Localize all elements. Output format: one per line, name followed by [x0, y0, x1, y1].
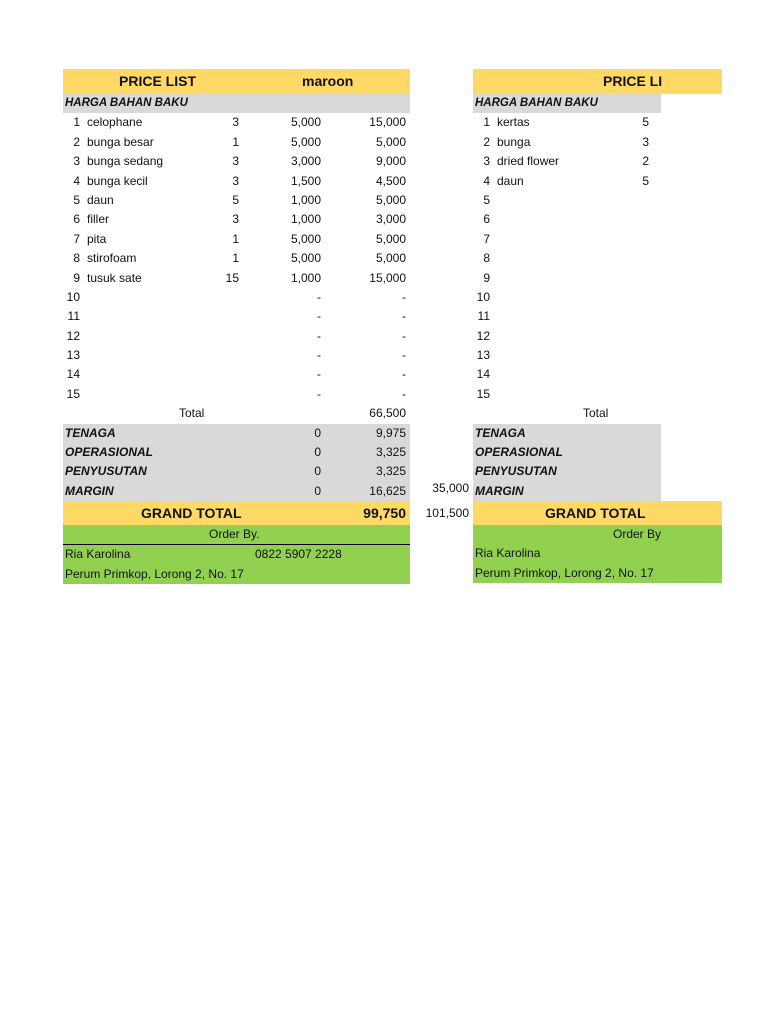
- item-total: -: [402, 309, 406, 324]
- price-list-sheet-right: [473, 69, 768, 583]
- title-row: [473, 69, 722, 94]
- cost-list: [473, 424, 768, 502]
- item-number: 2: [483, 134, 490, 149]
- item-price: -: [317, 367, 321, 382]
- cost-label: OPERASIONAL: [475, 445, 564, 460]
- order-by-row: [473, 525, 722, 544]
- total-label: Total: [179, 406, 205, 421]
- item-name: bunga kecil: [87, 173, 148, 188]
- item-price: -: [317, 289, 321, 304]
- item-number: 8: [73, 251, 80, 266]
- order-by-label: Order By.: [209, 527, 260, 542]
- item-price: -: [317, 328, 321, 343]
- contact-address: Perum Primkop, Lorong 2, No. 17: [65, 566, 244, 581]
- item-price: -: [317, 386, 321, 401]
- item-total: -: [402, 386, 406, 401]
- item-number: 11: [477, 309, 490, 324]
- item-row: [63, 307, 410, 326]
- cost-value: 3,325: [375, 464, 406, 479]
- item-row: [63, 210, 410, 229]
- item-total: 5,000: [375, 134, 406, 149]
- item-list: [473, 113, 768, 404]
- item-number: 10: [476, 289, 490, 304]
- item-number: 9: [483, 270, 490, 285]
- item-number: 3: [73, 154, 80, 169]
- sheet-title: PRICE LI: [603, 73, 663, 89]
- item-row: [63, 113, 410, 132]
- item-name: bunga: [497, 134, 531, 149]
- cost-row: [473, 482, 661, 501]
- grand-total-row: [63, 501, 410, 525]
- item-total: 9,000: [375, 154, 406, 169]
- item-qty: 3: [232, 212, 239, 227]
- item-total: 5,000: [375, 251, 406, 266]
- item-row: [473, 113, 768, 132]
- cost-value: 16,625: [369, 483, 406, 498]
- item-row: [63, 133, 410, 152]
- item-total: -: [402, 328, 406, 343]
- item-row: [63, 327, 410, 346]
- item-qty: 5: [232, 192, 239, 207]
- item-number: 4: [73, 173, 80, 188]
- address-row: [473, 564, 722, 583]
- item-price: 5,000: [290, 134, 321, 149]
- item-qty: 1: [232, 251, 239, 266]
- item-total: 5,000: [375, 231, 406, 246]
- cost-row: [473, 424, 661, 443]
- contact-name: Ria Karolina: [475, 546, 541, 561]
- cost-label: TENAGA: [475, 425, 526, 440]
- grand-total-label: GRAND TOTAL: [545, 505, 646, 522]
- section-label: HARGA BAHAN BAKU: [65, 97, 188, 109]
- product-name: maroon: [302, 73, 354, 89]
- item-number: 14: [66, 367, 80, 382]
- cost-label: MARGIN: [65, 483, 114, 498]
- item-number: 1: [483, 115, 490, 130]
- grand-total-label: GRAND TOTAL: [141, 505, 242, 522]
- item-total: -: [402, 289, 406, 304]
- item-row: [473, 172, 768, 191]
- item-name: dried flower: [497, 154, 560, 169]
- item-number: 7: [73, 231, 80, 246]
- item-row: [473, 288, 768, 307]
- item-qty: 1: [232, 231, 239, 246]
- total-row: [473, 404, 768, 423]
- item-row: [473, 133, 768, 152]
- item-number: 11: [67, 309, 80, 324]
- item-row: [473, 385, 768, 404]
- item-number: 6: [73, 212, 80, 227]
- item-number: 9: [73, 270, 80, 285]
- item-number: 12: [476, 328, 490, 343]
- cost-row: [473, 443, 661, 462]
- section-header: [473, 94, 661, 113]
- item-qty: 3: [642, 134, 649, 149]
- item-price: 1,500: [290, 173, 321, 188]
- item-name: pita: [87, 231, 107, 246]
- section-header: [63, 94, 410, 113]
- item-row: [473, 152, 768, 171]
- cost-pct: 0: [314, 464, 321, 479]
- item-number: 10: [66, 289, 80, 304]
- item-price: -: [317, 309, 321, 324]
- order-section: [473, 525, 722, 583]
- cost-row: [63, 424, 410, 443]
- cost-label: MARGIN: [475, 483, 524, 498]
- item-qty: 15: [225, 270, 239, 285]
- item-qty: 2: [642, 154, 649, 169]
- item-row: [63, 385, 410, 404]
- total-value: 66,500: [369, 406, 406, 421]
- cost-pct: 0: [314, 483, 321, 498]
- item-price: 5,000: [290, 115, 321, 130]
- item-name: bunga sedang: [87, 154, 164, 169]
- item-name: bunga besar: [87, 134, 154, 149]
- margin-extra-value: 35,000: [432, 481, 469, 495]
- item-name: daun: [87, 192, 114, 207]
- item-number: 12: [66, 328, 80, 343]
- item-row: [63, 269, 410, 288]
- item-name: kertas: [497, 115, 530, 130]
- item-row: [473, 210, 768, 229]
- item-total: 4,500: [375, 173, 406, 188]
- item-name: filler: [87, 212, 110, 227]
- item-qty: 3: [232, 115, 239, 130]
- cost-label: PENYUSUTAN: [65, 464, 147, 479]
- contact-address: Perum Primkop, Lorong 2, No. 17: [475, 565, 654, 580]
- address-row: [63, 565, 410, 584]
- item-row: [63, 249, 410, 268]
- cost-pct: 0: [314, 445, 321, 460]
- contact-row: [473, 544, 722, 563]
- grand-total-value: 99,750: [363, 505, 406, 522]
- item-price: -: [317, 348, 321, 363]
- item-number: 5: [483, 192, 490, 207]
- item-row: [63, 152, 410, 171]
- item-qty: 5: [642, 173, 649, 188]
- item-row: [63, 230, 410, 249]
- item-row: [473, 365, 768, 384]
- price-list-sheet-left: [63, 69, 410, 584]
- item-qty: 1: [232, 134, 239, 149]
- total-label: Total: [583, 406, 609, 421]
- item-row: [473, 269, 768, 288]
- item-row: [63, 288, 410, 307]
- order-section: [63, 525, 410, 584]
- item-number: 13: [66, 348, 80, 363]
- contact-name: Ria Karolina: [65, 547, 131, 562]
- cost-list: [63, 424, 410, 502]
- item-row: [63, 346, 410, 365]
- item-number: 1: [73, 115, 80, 130]
- item-row: [63, 191, 410, 210]
- item-row: [63, 172, 410, 191]
- item-list: [63, 113, 410, 404]
- contact-phone: 0822 5907 2228: [255, 547, 342, 562]
- item-row: [473, 346, 768, 365]
- cost-row: [63, 482, 410, 501]
- item-total: -: [402, 348, 406, 363]
- item-number: 3: [483, 154, 490, 169]
- item-number: 13: [476, 348, 490, 363]
- item-price: 1,000: [290, 270, 321, 285]
- item-row: [473, 327, 768, 346]
- item-name: tusuk sate: [87, 270, 142, 285]
- item-price: 1,000: [290, 212, 321, 227]
- item-number: 6: [483, 212, 490, 227]
- cost-label: OPERASIONAL: [65, 445, 154, 460]
- item-total: 3,000: [375, 212, 406, 227]
- title-row: [63, 69, 410, 94]
- order-by-row: [63, 525, 410, 545]
- cost-row: [473, 462, 661, 481]
- item-number: 15: [66, 386, 80, 401]
- item-total: 5,000: [375, 192, 406, 207]
- item-qty: 3: [232, 154, 239, 169]
- cost-row: [63, 462, 410, 481]
- item-total: 15,000: [369, 270, 406, 285]
- order-by-label: Order By: [613, 527, 662, 542]
- item-total: 15,000: [369, 115, 406, 130]
- item-number: 7: [483, 231, 490, 246]
- item-number: 14: [476, 367, 490, 382]
- total-row: [63, 404, 410, 423]
- item-price: 3,000: [290, 154, 321, 169]
- item-row: [63, 365, 410, 384]
- contact-row: [63, 545, 410, 564]
- item-row: [473, 307, 768, 326]
- section-label: HARGA BAHAN BAKU: [475, 97, 598, 109]
- item-price: 5,000: [290, 231, 321, 246]
- item-number: 4: [483, 173, 490, 188]
- item-qty: 5: [642, 115, 649, 130]
- item-row: [473, 191, 768, 210]
- item-number: 15: [476, 386, 490, 401]
- grand-total-row: [473, 501, 722, 525]
- item-qty: 3: [232, 173, 239, 188]
- item-name: daun: [497, 173, 524, 188]
- item-row: [473, 249, 768, 268]
- cost-label: TENAGA: [65, 425, 116, 440]
- sheet-title: PRICE LIST: [119, 73, 197, 89]
- item-total: -: [402, 367, 406, 382]
- item-row: [473, 230, 768, 249]
- cost-pct: 0: [314, 425, 321, 440]
- cost-value: 3,325: [375, 445, 406, 460]
- item-number: 8: [483, 251, 490, 266]
- grand-extra-value: 101,500: [425, 506, 469, 520]
- cost-value: 9,975: [375, 425, 406, 440]
- item-name: stirofoam: [87, 251, 137, 266]
- cost-label: PENYUSUTAN: [475, 464, 557, 479]
- item-number: 2: [73, 134, 80, 149]
- item-name: celophane: [87, 115, 143, 130]
- cost-row: [63, 443, 410, 462]
- item-price: 5,000: [290, 251, 321, 266]
- item-number: 5: [73, 192, 80, 207]
- item-price: 1,000: [290, 192, 321, 207]
